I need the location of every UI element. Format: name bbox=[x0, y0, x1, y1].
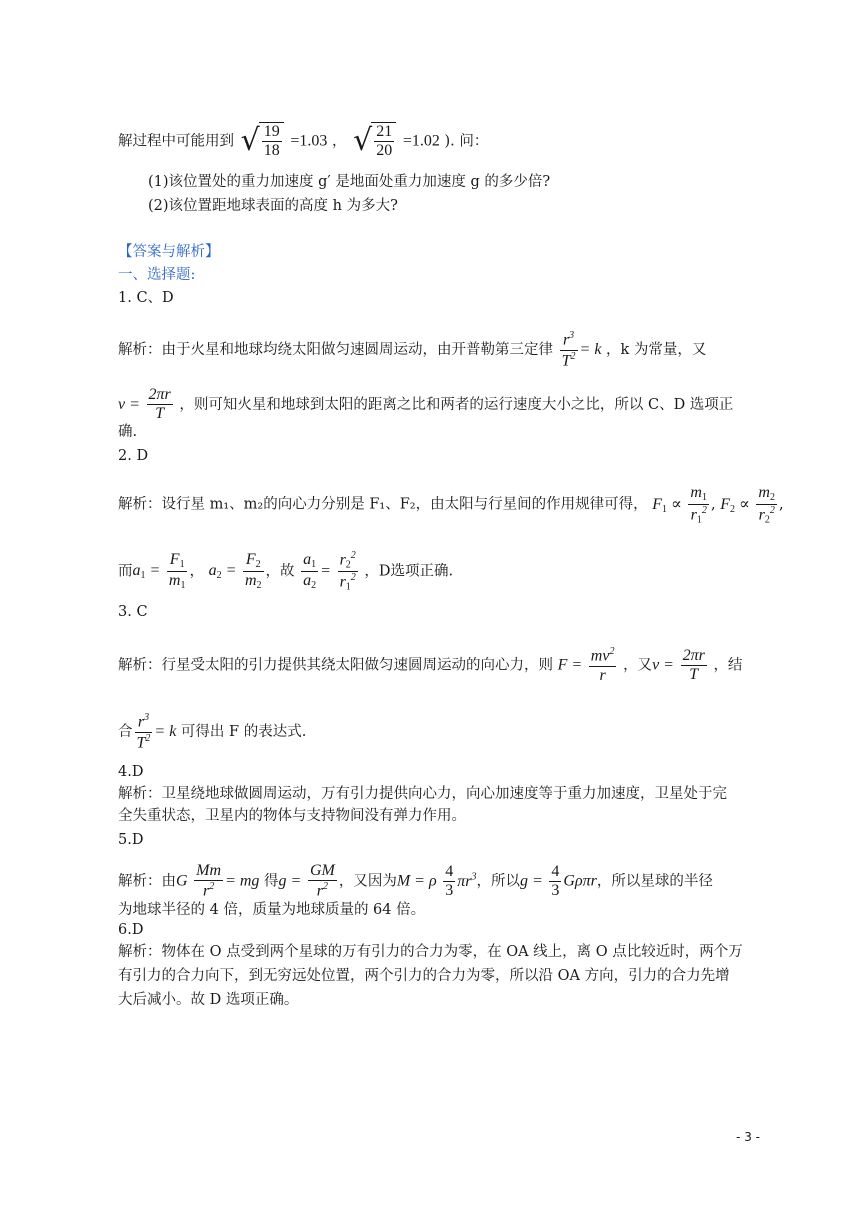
intro-prefix: 解过程中可能用到 bbox=[118, 133, 234, 150]
velocity-fraction: $\frac{2\pi r}{T}$ bbox=[148, 386, 171, 423]
answer-4-line-1: 解析：卫星绕地球做圆周运动，万有引力提供向心力，向心加速度等于重力加速度，卫星处于完 bbox=[118, 786, 727, 802]
answer-4-label: 4.D bbox=[118, 764, 144, 780]
answer-4-line-2: 全失重状态，卫星内的物体与支持物间没有弹力作用。 bbox=[118, 808, 466, 824]
section-heading: 一、选择题: bbox=[118, 267, 196, 283]
intro-suffix: ). 问： bbox=[444, 133, 489, 150]
question-1: (1)该位置处的重力加速度 g′ 是地面处重力加速度 g 的多少倍? bbox=[148, 174, 551, 190]
sqrt1-numerator: 19 bbox=[262, 123, 282, 142]
answer-1-label: 1. C、D bbox=[118, 290, 174, 306]
answer-5-line-2: 为地球半径的 4 倍，质量为地球质量的 64 倍。 bbox=[118, 902, 426, 918]
answer-6-line-2: 有引力的合力向下，到无穷远处位置，两个引力的合力为零，所以沿 OA 方向，引力的合力先增 bbox=[118, 968, 730, 984]
answer-6-line-3: 大后减小。故 D 选项正确。 bbox=[118, 992, 299, 1008]
answer-1-line-1: 解析：由于火星和地球均绕太阳做匀速圆周运动，由开普勒第三定律 $\frac{r^3}{T^2}$ = k ，k 为常量，又 bbox=[118, 330, 707, 370]
sqrt2-denominator: 20 bbox=[376, 142, 393, 160]
question-2: (2)该位置距地球表面的高度 h 为多大? bbox=[148, 198, 398, 214]
page-number: - 3 - bbox=[736, 1130, 760, 1144]
answer-3-line-2: 合 $\frac{r^3}{T^2}$ = k 可得出 F 的表达式. bbox=[118, 712, 307, 752]
answer-3-label: 3. C bbox=[118, 604, 148, 620]
sqrt-expression-2: √ $\frac{21}{20}$ bbox=[353, 122, 396, 161]
answer-1-line-3: 确. bbox=[118, 424, 138, 440]
answer-5-label: 5.D bbox=[118, 832, 144, 848]
sqrt1-denominator: 18 bbox=[263, 142, 280, 160]
kepler-fraction: $\frac{r^3}{T^2}$ bbox=[561, 330, 576, 370]
answer-6-line-1: 解析：物体在 O 点受到两个星球的万有引力的合力为零，在 OA 线上，离 O 点比较近时，两个万 bbox=[118, 944, 743, 960]
answer-1-line-2: v = $\frac{2\pi r}{T}$ ，则可知火星和地球到太阳的距离之比和两者的运行速度大小之比，所以 C、D 选项正 bbox=[118, 386, 734, 423]
sqrt1-value: 1.03 bbox=[299, 132, 328, 150]
answer-heading: 【答案与解析】 bbox=[118, 244, 220, 260]
answer-2-line-1: 解析：设行星 m₁、m₂的向心力分别是 F₁、F₂，由太阳与行星间的作用规律可得， $F_1$ ∝ $\frac{m_1}{r_1^2}$ , $F_2$ ∝ $\frac{m_2}{r_2^2}$ , bbox=[118, 484, 784, 525]
answer-2-label: 2. D bbox=[118, 448, 149, 464]
answer-2-line-2: 而$a_1$ = $\frac{F_1}{m_1}$ ， $a_2$ = $\frac{F_2}{m_2}$ ，故 $\frac{a_1}{a_2}$ = $\frac{r_2^2}{r_1^2}$ ，D选项正确. bbox=[118, 550, 454, 593]
answer-6-label: 6.D bbox=[118, 922, 144, 938]
intro-separator: ， bbox=[331, 133, 347, 150]
intro-line: 解过程中可能用到 √ $\frac{19}{18}$ =1.03 ， √ $\frac{21}{20}$ =1.02 ). 问： bbox=[118, 123, 489, 160]
sqrt-expression-1: √ $\frac{19}{18}$ bbox=[241, 122, 284, 161]
answer-3-line-1: 解析：行星受太阳的引力提供其绕太阳做匀速圆周运动的向心力，则 F = $\frac{mv^2}{r}$ ，又v = $\frac{2\pi r}{T}$ ，结 bbox=[118, 646, 743, 684]
answer-5-line-1: 解析：由G $\frac{Mm}{r^2}$ = mg 得g = $\frac{GM}{r^2}$ ，又因为M = ρ $\frac{4}{3}$ $\pi r^3$，所以g = $\frac{4}{3}$ Gρπr，所以星球的半径 bbox=[118, 862, 713, 900]
sqrt2-numerator: 21 bbox=[374, 123, 394, 142]
sqrt2-value: 1.02 bbox=[411, 132, 440, 150]
